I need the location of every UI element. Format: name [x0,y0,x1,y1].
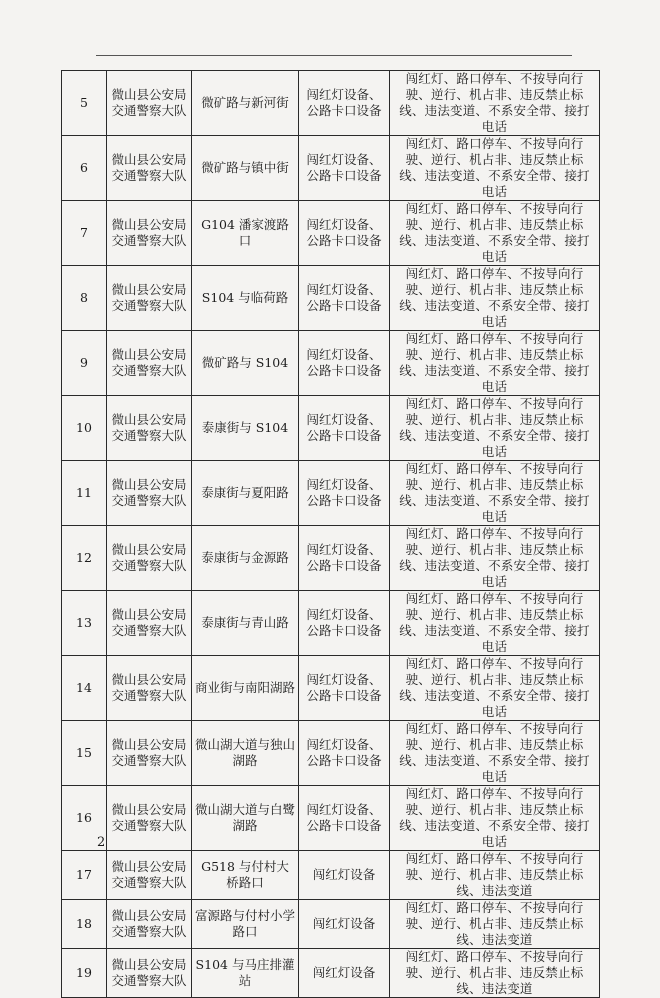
table-body [62,71,600,998]
table-row [62,526,600,591]
row-number: 13 [62,591,107,656]
table-row [62,71,600,136]
table-row [62,591,600,656]
row-number: 14 [62,656,107,721]
table-row [62,461,600,526]
page-number: 2 [97,835,106,850]
row-number: 6 [62,136,107,201]
unit-cell: 微山县公安局交通警察大队 [107,136,192,201]
unit-cell: 微山县公安局交通警察大队 [107,721,192,786]
location-cell: S104 与临荷路 [192,266,299,331]
row-number: 10 [62,396,107,461]
table-row [62,786,600,851]
location-cell: 微山湖大道与独山湖路 [192,721,299,786]
violations-cell: 闯红灯、路口停车、不按导向行驶、逆行、机占非、违反禁止标线、违法变道 [390,851,600,900]
location-cell: 泰康街与 S104 [192,396,299,461]
table-row [62,266,600,331]
location-cell: 富源路与付村小学路口 [192,900,299,949]
row-number: 11 [62,461,107,526]
header-rule [96,55,572,56]
table-row [62,949,600,998]
table-row [62,900,600,949]
row-number: 9 [62,331,107,396]
unit-cell: 微山县公安局交通警察大队 [107,900,192,949]
row-number: 17 [62,851,107,900]
row-number: 8 [62,266,107,331]
location-cell: S104 与马庄排灌站 [192,949,299,998]
location-cell: 商业街与南阳湖路 [192,656,299,721]
unit-cell: 微山县公安局交通警察大队 [107,851,192,900]
device-cell: 闯红灯设备、公路卡口设备 [299,331,390,396]
row-number: 19 [62,949,107,998]
enforcement-device-table [61,70,600,998]
table-row [62,136,600,201]
location-cell: G518 与付村大桥路口 [192,851,299,900]
row-number: 16 [62,786,107,851]
device-cell: 闯红灯设备 [299,851,390,900]
location-cell: 泰康街与夏阳路 [192,461,299,526]
table-row [62,656,600,721]
table-row [62,851,600,900]
device-cell: 闯红灯设备、公路卡口设备 [299,786,390,851]
device-cell: 闯红灯设备、公路卡口设备 [299,71,390,136]
violations-cell: 闯红灯、路口停车、不按导向行驶、逆行、机占非、违反禁止标线、违法变道 [390,900,600,949]
device-cell: 闯红灯设备、公路卡口设备 [299,461,390,526]
table-row [62,201,600,266]
device-cell: 闯红灯设备、公路卡口设备 [299,396,390,461]
location-cell: 微矿路与新河街 [192,71,299,136]
device-cell: 闯红灯设备 [299,949,390,998]
violations-cell: 闯红灯、路口停车、不按导向行驶、逆行、机占非、违反禁止标线、违法变道、不系安全带、接打电话 [390,331,600,396]
unit-cell: 微山县公安局交通警察大队 [107,656,192,721]
violations-cell: 闯红灯、路口停车、不按导向行驶、逆行、机占非、违反禁止标线、违法变道、不系安全带、接打电话 [390,136,600,201]
location-cell: 微矿路与镇中街 [192,136,299,201]
unit-cell: 微山县公安局交通警察大队 [107,396,192,461]
device-cell: 闯红灯设备、公路卡口设备 [299,656,390,721]
unit-cell: 微山县公安局交通警察大队 [107,266,192,331]
violations-cell: 闯红灯、路口停车、不按导向行驶、逆行、机占非、违反禁止标线、违法变道、不系安全带、接打电话 [390,461,600,526]
device-cell: 闯红灯设备、公路卡口设备 [299,591,390,656]
row-number: 12 [62,526,107,591]
device-cell: 闯红灯设备、公路卡口设备 [299,721,390,786]
unit-cell: 微山县公安局交通警察大队 [107,786,192,851]
row-number: 7 [62,201,107,266]
row-number: 15 [62,721,107,786]
unit-cell: 微山县公安局交通警察大队 [107,949,192,998]
device-cell: 闯红灯设备 [299,900,390,949]
table-row [62,396,600,461]
table-row [62,331,600,396]
device-cell: 闯红灯设备、公路卡口设备 [299,136,390,201]
unit-cell: 微山县公安局交通警察大队 [107,526,192,591]
location-cell: G104 潘家渡路口 [192,201,299,266]
violations-cell: 闯红灯、路口停车、不按导向行驶、逆行、机占非、违反禁止标线、违法变道、不系安全带、接打电话 [390,656,600,721]
violations-cell: 闯红灯、路口停车、不按导向行驶、逆行、机占非、违反禁止标线、违法变道、不系安全带、接打电话 [390,526,600,591]
device-cell: 闯红灯设备、公路卡口设备 [299,266,390,331]
device-cell: 闯红灯设备、公路卡口设备 [299,526,390,591]
location-cell: 泰康街与金源路 [192,526,299,591]
unit-cell: 微山县公安局交通警察大队 [107,331,192,396]
violations-cell: 闯红灯、路口停车、不按导向行驶、逆行、机占非、违反禁止标线、违法变道、不系安全带、接打电话 [390,591,600,656]
location-cell: 泰康街与青山路 [192,591,299,656]
violations-cell: 闯红灯、路口停车、不按导向行驶、逆行、机占非、违反禁止标线、违法变道、不系安全带、接打电话 [390,786,600,851]
table-row [62,721,600,786]
row-number: 18 [62,900,107,949]
violations-cell: 闯红灯、路口停车、不按导向行驶、逆行、机占非、违反禁止标线、违法变道、不系安全带、接打电话 [390,721,600,786]
violations-cell: 闯红灯、路口停车、不按导向行驶、逆行、机占非、违反禁止标线、违法变道、不系安全带、接打电话 [390,71,600,136]
violations-cell: 闯红灯、路口停车、不按导向行驶、逆行、机占非、违反禁止标线、违法变道、不系安全带、接打电话 [390,201,600,266]
unit-cell: 微山县公安局交通警察大队 [107,461,192,526]
violations-cell: 闯红灯、路口停车、不按导向行驶、逆行、机占非、违反禁止标线、违法变道、不系安全带、接打电话 [390,396,600,461]
device-cell: 闯红灯设备、公路卡口设备 [299,201,390,266]
location-cell: 微山湖大道与白鹭湖路 [192,786,299,851]
location-cell: 微矿路与 S104 [192,331,299,396]
unit-cell: 微山县公安局交通警察大队 [107,591,192,656]
row-number: 5 [62,71,107,136]
unit-cell: 微山县公安局交通警察大队 [107,71,192,136]
unit-cell: 微山县公安局交通警察大队 [107,201,192,266]
violations-cell: 闯红灯、路口停车、不按导向行驶、逆行、机占非、违反禁止标线、违法变道、不系安全带、接打电话 [390,266,600,331]
violations-cell: 闯红灯、路口停车、不按导向行驶、逆行、机占非、违反禁止标线、违法变道 [390,949,600,998]
